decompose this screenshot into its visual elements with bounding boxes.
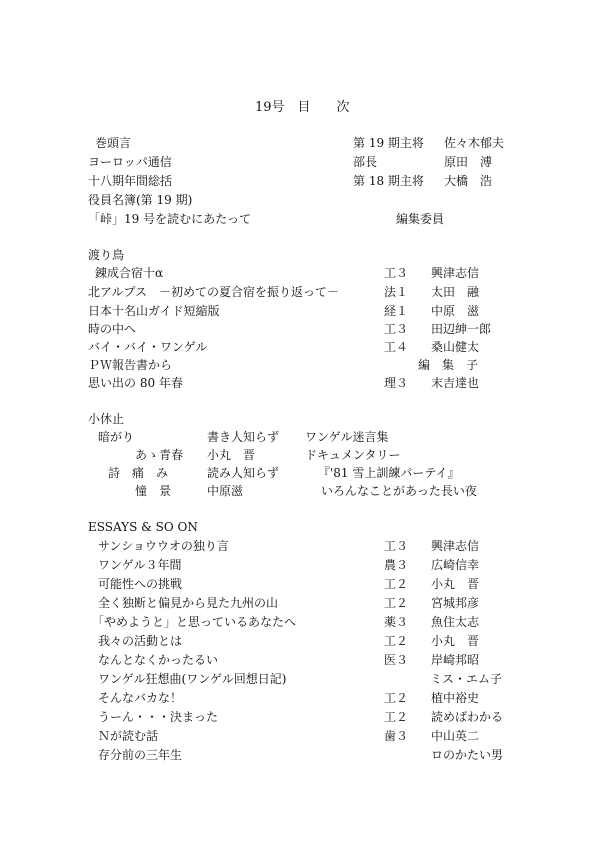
toc-author: 岸崎邦昭 bbox=[431, 653, 480, 667]
toc-title: バイ・バイ・ワンゲル bbox=[88, 340, 208, 354]
toc-dept: 工３ bbox=[384, 266, 409, 280]
toc-author: ミス・エム子 bbox=[430, 672, 503, 686]
toc-title: ヨーロッパ通信 bbox=[88, 155, 172, 169]
toc-author: 太田 融 bbox=[431, 285, 480, 299]
break-item-note: ドキュメンタリー bbox=[305, 448, 401, 462]
toc-dept: 工２ bbox=[384, 596, 409, 610]
toc-author: 末吉達也 bbox=[431, 376, 480, 390]
toc-dept: 農３ bbox=[384, 558, 409, 572]
toc-author: 広崎信幸 bbox=[431, 558, 480, 572]
toc-author: 小丸 晋 bbox=[431, 577, 480, 591]
toc-dept: 第 19 期主将 bbox=[353, 136, 424, 150]
section-heading: 小休止 bbox=[88, 412, 125, 426]
toc-title: 存分前の三年生 bbox=[98, 748, 183, 762]
toc-title: うーん・・・決まった bbox=[98, 710, 219, 724]
toc-author: 佐々木郁夫 bbox=[444, 136, 505, 150]
section-heading: ESSAYS & SO ON bbox=[88, 520, 198, 534]
break-item-author: 読み人知らず bbox=[207, 466, 280, 480]
break-item-title: 憧 景 bbox=[135, 484, 172, 498]
toc-dept: 工３ bbox=[384, 539, 409, 553]
toc-author: 小丸 晋 bbox=[431, 634, 480, 648]
toc-title: 北アルプス －初めての夏合宿を振り返って－ bbox=[88, 285, 340, 299]
toc-author: 興津志信 bbox=[431, 266, 480, 280]
toc-title: Ｎが読む話 bbox=[98, 729, 159, 743]
toc-author: 大橋 浩 bbox=[444, 174, 493, 188]
toc-dept: 工４ bbox=[384, 340, 409, 354]
toc-title: 役員名簿(第 19 期) bbox=[88, 193, 193, 207]
toc-dept: 工２ bbox=[384, 634, 409, 648]
toc-title: 時の中へ bbox=[88, 322, 137, 336]
break-item-title: 暗がり bbox=[98, 430, 135, 444]
toc-title: 我々の活動とは bbox=[98, 634, 183, 648]
toc-title: 十八期年間総括 bbox=[88, 174, 173, 188]
toc-title: ワンゲル３年間 bbox=[98, 558, 182, 572]
toc-author: 興津志信 bbox=[431, 539, 480, 553]
toc-title: ワンゲル狂想曲(ワンゲル回想日記) bbox=[98, 672, 287, 686]
page-title: 19号 目 次 bbox=[255, 100, 350, 115]
break-item-title: 詩 痛 み bbox=[108, 466, 169, 480]
toc-dept: 第 18 期主将 bbox=[353, 174, 424, 188]
toc-dept: 工２ bbox=[384, 691, 409, 705]
toc-title: 全く独断と偏見から見た九州の山 bbox=[98, 596, 279, 610]
toc-title: そんなバカな！ bbox=[98, 691, 183, 705]
toc-title: 可能性への挑戦 bbox=[98, 577, 183, 591]
toc-author: 中原 滋 bbox=[431, 304, 480, 318]
section-heading: 渡り鳥 bbox=[88, 248, 125, 262]
toc-dept: 理３ bbox=[384, 376, 409, 390]
toc-title: サンショウウオの独り言 bbox=[98, 539, 229, 553]
toc-dept: 工２ bbox=[384, 577, 409, 591]
toc-author: 原田 溥 bbox=[444, 155, 493, 169]
toc-author: 桑山健太 bbox=[431, 340, 480, 354]
toc-dept: 法１ bbox=[384, 285, 409, 299]
toc-title: 思い出の 80 年春 bbox=[88, 376, 183, 390]
toc-dept: 部長 bbox=[353, 155, 378, 169]
toc-dept: 薬３ bbox=[384, 615, 409, 629]
break-item-author: 中原滋 bbox=[207, 484, 244, 498]
break-item-note: いろんなことがあった長い夜 bbox=[321, 484, 477, 498]
toc-author: 魚住太志 bbox=[431, 615, 480, 629]
toc-author: 編集委員 bbox=[396, 212, 445, 226]
break-item-title: あゝ青春 bbox=[135, 448, 184, 462]
toc-author: 田辺紳一郎 bbox=[431, 322, 492, 336]
toc-dept: 工２ bbox=[384, 710, 409, 724]
toc-title: 日本十名山ガイド短縮版 bbox=[88, 304, 220, 318]
break-item-note: 『'81 雪上訓練パーテイ』 bbox=[318, 466, 460, 480]
toc-title: ＰＷ報告書から bbox=[88, 358, 173, 372]
toc-dept: 工３ bbox=[384, 322, 409, 336]
toc-title: 「やめようと」と思っているあなたへ bbox=[92, 615, 297, 629]
toc-dept: 歯３ bbox=[384, 729, 409, 743]
toc-author: 編 集 子 bbox=[418, 358, 479, 372]
toc-author: ロのかたい男 bbox=[431, 748, 504, 762]
toc-author: 読めばわかる bbox=[431, 710, 504, 724]
break-item-note: ワンゲル迷言集 bbox=[305, 430, 389, 444]
toc-author: 植中裕史 bbox=[431, 691, 480, 705]
toc-title: なんとなくかったるい bbox=[98, 653, 219, 667]
toc-title: 錬成合宿十α bbox=[95, 266, 164, 280]
toc-dept: 経１ bbox=[384, 304, 409, 318]
toc-title: 巻頭言 bbox=[95, 136, 132, 150]
toc-author: 中山英二 bbox=[431, 729, 480, 743]
toc-dept: 医３ bbox=[384, 653, 409, 667]
toc-author: 宮城邦彦 bbox=[431, 596, 480, 610]
break-item-author: 小丸 晋 bbox=[207, 448, 256, 462]
break-item-author: 書き人知らず bbox=[207, 430, 280, 444]
toc-title: 「峠」19 号を読むにあたって bbox=[88, 212, 252, 226]
